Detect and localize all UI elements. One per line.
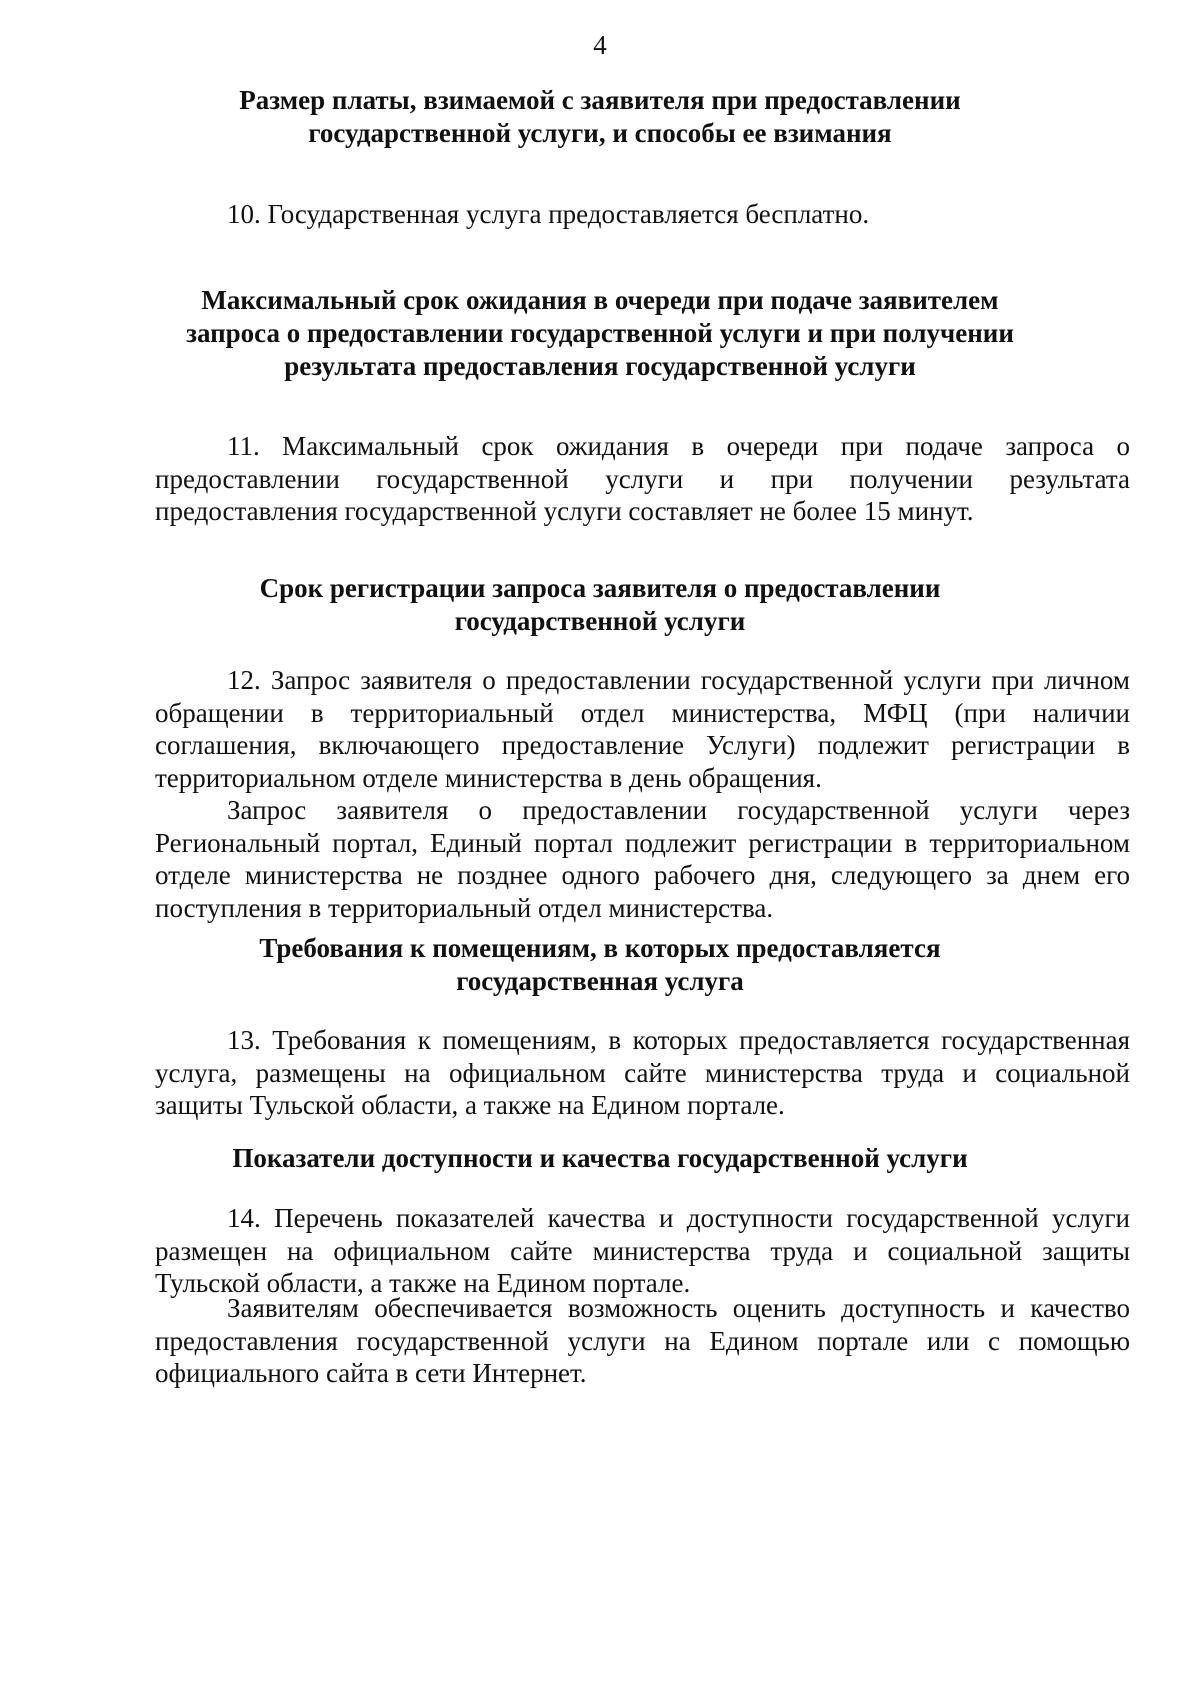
paragraph-12: 12. Запрос заявителя о предоставлении государственной услуги при личном обращении в территориальный отдел министерства, МФЦ (при наличии соглашения, включающего предоставление Услуги) подлежит регистрации в территориальном отделе министерства в день обращения.	[155, 665, 1130, 793]
heading-line: государственная услуга	[456, 966, 744, 996]
paragraph-14: 14. Перечень показателей качества и доступности государственной услуги размещен на официальном сайте министерства труда и социальной защиты Тульской области, а также на Едином портале.	[155, 1203, 1130, 1298]
heading-line: Максимальный срок ожидания в очереди при подаче заявителем	[201, 285, 999, 315]
heading-line: запроса о предоставлении государственной услуги и при получении	[186, 318, 1014, 348]
paragraph-14-continued: Заявителям обеспечивается возможность оценить доступность и качество предоставления государственной услуги на Едином портале или с помощью официального сайта в сети Интернет.	[155, 1293, 1130, 1388]
heading-line: государственной услуги	[454, 606, 746, 636]
heading-line: результата предоставления государственной услуги	[284, 351, 916, 381]
paragraph-12-continued: Запрос заявителя о предоставлении государственной услуги через Региональный портал, Единый портал подлежит регистрации в территориальном отделе министерства не позднее одного рабочего дня, следующего за днем его поступления в территориальный отдел министерства.	[155, 795, 1130, 923]
heading-line: Срок регистрации запроса заявителя о предоставлении	[259, 573, 941, 603]
paragraph-11: 11. Максимальный срок ожидания в очереди при подаче запроса о предоставлении государственной услуги и при получении результата предоставления государственной услуги составляет не более 15 минут.	[155, 431, 1130, 526]
page-number: 4	[593, 30, 607, 60]
section-heading-registration	[0, 572, 1200, 638]
paragraph-10: 10. Государственная услуга предоставляется бесплатно.	[227, 199, 870, 229]
section-heading-premises	[0, 932, 1200, 998]
paragraph-13: 13. Требования к помещениям, в которых предоставляется государственная услуга, размещены на официальном сайте министерства труда и социальной защиты Тульской области, а также на Едином портале.	[155, 1025, 1130, 1120]
section-heading-fee	[0, 84, 1200, 150]
section-heading-queue-time	[0, 284, 1200, 383]
heading-line: Показатели доступности и качества государственной услуги	[232, 1143, 968, 1173]
heading-line: Требования к помещениям, в которых предоставляется	[259, 933, 941, 963]
heading-line: Размер платы, взимаемой с заявителя при предоставлении	[239, 85, 961, 115]
section-heading-quality-indicators	[0, 1142, 1200, 1175]
heading-line: государственной услуги, и способы ее взимания	[308, 118, 892, 148]
